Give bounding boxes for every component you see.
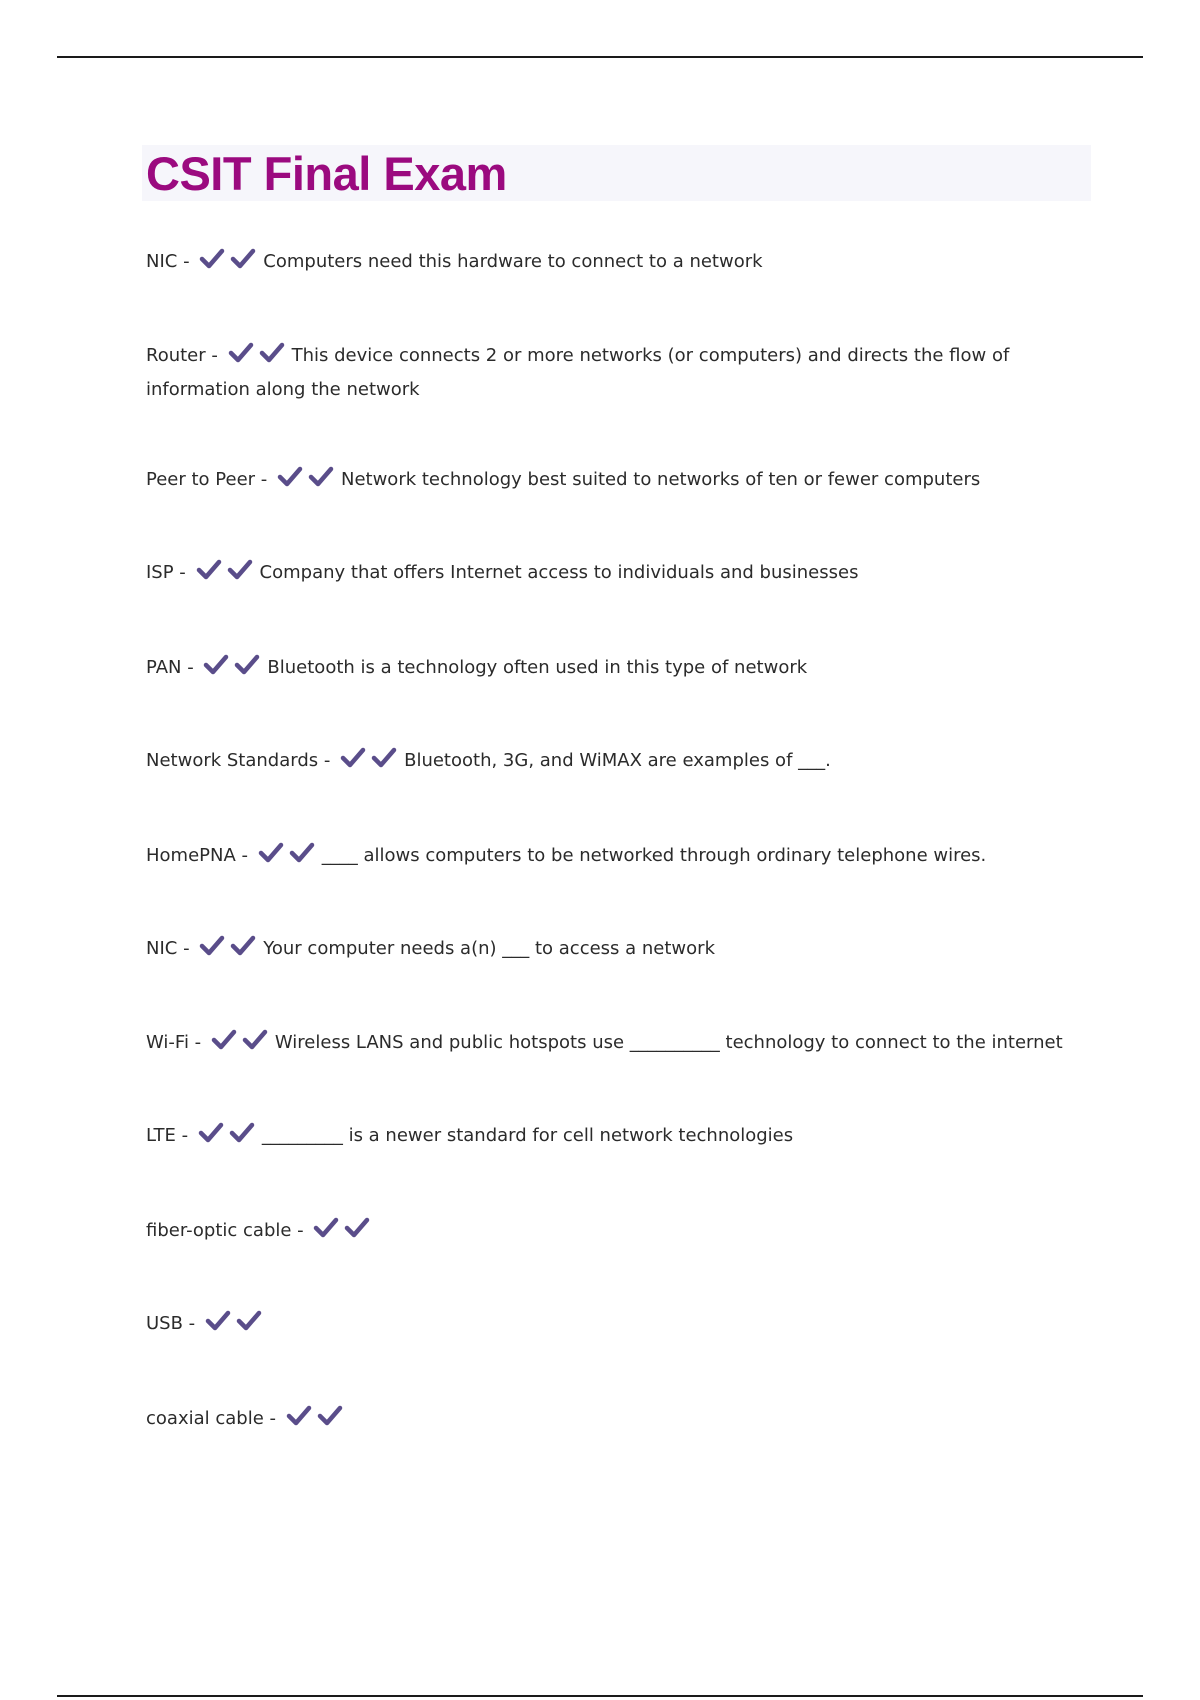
entry-term: NIC - [146, 938, 196, 959]
entry-definition: Bluetooth, 3G, and WiMAX are examples of ___. [404, 750, 831, 771]
bottom-rule [57, 1695, 1143, 1697]
check-icon [371, 747, 397, 769]
entry-term: coaxial cable - [146, 1408, 282, 1429]
entry-term: Network Standards - [146, 750, 337, 771]
entry-nic-2 [146, 933, 1106, 967]
entry-wifi [146, 1027, 1106, 1061]
check-icon [230, 935, 256, 957]
entry-isp [146, 557, 1106, 591]
check-icon [211, 1029, 237, 1051]
check-icon [258, 842, 284, 864]
check-icon [286, 1405, 312, 1427]
check-icon [227, 559, 253, 581]
page-title: CSIT Final Exam [146, 147, 507, 200]
entry-nic-1 [146, 246, 1106, 280]
entry-term: ISP - [146, 562, 192, 583]
entry-term: LTE - [146, 1125, 194, 1146]
entry-coaxial-cable [146, 1403, 1106, 1437]
check-icon [196, 559, 222, 581]
check-icon [313, 1217, 339, 1239]
check-icon [308, 466, 334, 488]
entry-term: Peer to Peer - [146, 469, 273, 490]
entry-term: fiber-optic cable - [146, 1220, 310, 1241]
check-icon [236, 1310, 262, 1332]
check-icon [344, 1217, 370, 1239]
check-icon [289, 842, 315, 864]
entry-definition: Network technology best suited to networks of ten or fewer computers [340, 469, 981, 490]
entry-network-standards [146, 745, 1106, 779]
check-icon [229, 1122, 255, 1144]
check-icon [259, 342, 285, 364]
entry-pan [146, 652, 1106, 686]
check-icon [228, 342, 254, 364]
check-icon [340, 747, 366, 769]
entry-definition: Bluetooth is a technology often used in this type of network [267, 657, 808, 678]
entry-fiber-optic-cable [146, 1215, 1106, 1249]
entry-term: Router - [146, 345, 224, 366]
entry-peer-to-peer [146, 464, 1106, 498]
check-icon [203, 654, 229, 676]
entry-term: USB - [146, 1313, 201, 1334]
entry-lte [146, 1120, 1106, 1154]
entry-term: NIC - [146, 251, 196, 272]
top-rule [57, 56, 1143, 58]
check-icon [317, 1405, 343, 1427]
entry-homepna [146, 840, 1106, 874]
entry-usb [146, 1308, 1106, 1342]
check-icon [242, 1029, 268, 1051]
check-icon [205, 1310, 231, 1332]
entry-definition: Company that offers Internet access to individuals and businesses [259, 562, 859, 583]
entry-definition: Your computer needs a(n) ___ to access a network [263, 938, 715, 959]
check-icon [234, 654, 260, 676]
entry-definition: Computers need this hardware to connect to a network [263, 251, 763, 272]
entry-definition: This device connects 2 or more networks (or computers) and directs the flow of information along the network [146, 345, 1010, 400]
entry-definition: ____ allows computers to be networked through ordinary telephone wires. [321, 845, 987, 866]
check-icon [199, 248, 225, 270]
entry-router [146, 340, 1106, 405]
entry-term: PAN - [146, 657, 200, 678]
entry-term: HomePNA - [146, 845, 254, 866]
entry-definition: Wireless LANS and public hotspots use __________ technology to connect to the internet [274, 1032, 1063, 1053]
entry-definition: _________ is a newer standard for cell network technologies [261, 1125, 794, 1146]
check-icon [198, 1122, 224, 1144]
check-icon [230, 248, 256, 270]
check-icon [199, 935, 225, 957]
check-icon [277, 466, 303, 488]
entry-term: Wi-Fi - [146, 1032, 207, 1053]
